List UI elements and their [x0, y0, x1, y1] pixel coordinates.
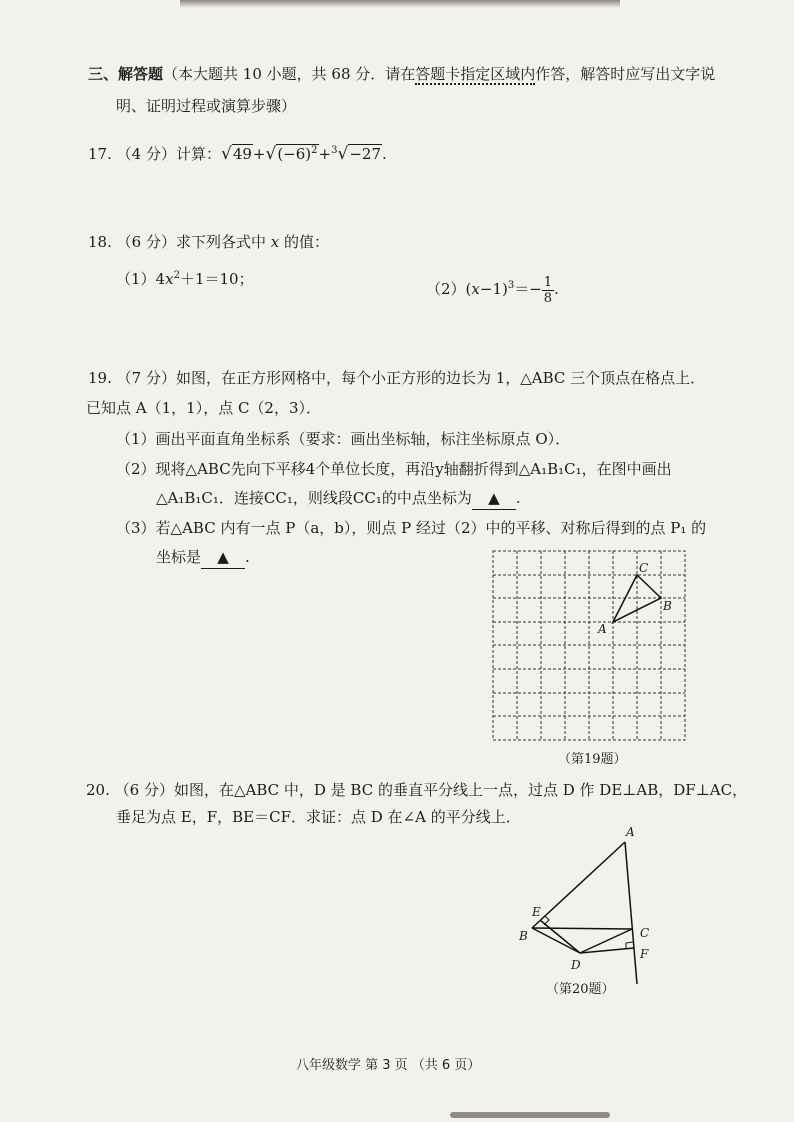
q20-label-b: B	[519, 929, 528, 943]
q19-grid-figure	[490, 548, 690, 744]
q20-triangle-figure	[505, 822, 665, 987]
side-ac-extended	[625, 842, 637, 984]
q20-label-a: A	[626, 825, 635, 839]
q18-p2-label: （2）	[426, 280, 466, 298]
section-title: 三、解答题	[88, 65, 164, 83]
q19-points: （7 分）	[116, 369, 176, 387]
fraction-denominator: 8	[543, 290, 553, 306]
side-bc	[532, 928, 632, 929]
q19-label-b: B	[663, 599, 672, 613]
q17-plus-2: +	[318, 145, 332, 163]
segment-de	[540, 920, 580, 953]
q20-figure-caption: （第20题）	[546, 982, 615, 997]
dashed-grid	[493, 551, 685, 740]
page-footer: 八年级数学 第 3 页 （共 6 页）	[296, 1058, 481, 1073]
q18-part-2	[426, 272, 559, 309]
q17-points: （4 分）	[116, 145, 176, 163]
sqrt-sign-2: √	[265, 144, 277, 164]
q19-answer-blank-2: ▲	[201, 546, 245, 569]
q17-root-index: 3	[331, 145, 338, 156]
q20-points: （6 分）	[114, 781, 174, 799]
q20-label-f: F	[640, 947, 649, 961]
q19-p2-text: △A₁B₁C₁．连接CC₁，则线段CC₁的中点坐标为	[156, 489, 472, 507]
q18-var: x	[270, 233, 280, 251]
q19-label-c: C	[639, 561, 649, 575]
q20-label-c: C	[640, 926, 650, 940]
q17-radicand-1: 49	[232, 145, 252, 163]
q19-line-1: 如图，在正方形网格中，每个小正方形的边长为 1，△ABC 三个顶点在格点上．	[175, 369, 706, 387]
scan-edge-top	[180, 0, 620, 8]
q19-p2-end: .	[515, 489, 521, 507]
q19-line-2: 已知点 A（1，1），点 C（2，3）．	[86, 399, 322, 417]
q19-p3-text: 坐标是	[156, 548, 202, 566]
q20-number: 20.	[86, 781, 110, 799]
right-angle-mark-e	[544, 916, 549, 925]
cbrt-sign: √	[337, 144, 349, 164]
sqrt-sign-1: √	[220, 144, 232, 164]
q18-p1-label: （1）	[116, 270, 156, 288]
q20-label-d: D	[571, 958, 581, 972]
q18-p1-rest: ＋1＝10；	[179, 270, 254, 288]
q18-text-b: 的值：	[284, 233, 330, 251]
q19-label-a: A	[598, 622, 607, 636]
q19-part-3-line-2	[156, 546, 250, 569]
fraction-numerator: 1	[543, 274, 553, 290]
section-desc-emph: 答题卡指定区域内	[415, 65, 536, 83]
q17-end: .	[381, 145, 387, 163]
q19-part-3-line-1: （3）若△ABC 内有一点 P（a，b），则点 P 经过（2）中的平移、对称后得到的点 P₁ 的	[116, 519, 707, 537]
segment-bd	[532, 928, 580, 953]
q17-radicand-2-exp: 2	[311, 145, 318, 156]
q17-radicand-2	[276, 144, 318, 163]
question-19	[88, 367, 705, 389]
q18-number: 18.	[88, 233, 112, 251]
q18-p2-open: (	[465, 280, 472, 298]
q19-p3-end: .	[245, 548, 250, 566]
section-desc-line2: 明、证明过程或演算步骤）	[116, 97, 297, 115]
q18-p1-exp: 2	[173, 270, 180, 281]
section-desc-1: （本大题共 10 小题，共 68 分．请在	[163, 65, 416, 83]
side-ab	[532, 842, 625, 928]
q19-part-2-line-2	[156, 487, 521, 510]
q18-p2-eq: ＝−	[514, 280, 542, 298]
q18-points: （6 分）	[116, 233, 176, 251]
q19-part-1: （1）画出平面直角坐标系（要求：画出坐标轴，标注坐标原点 O）．	[116, 430, 571, 448]
scan-edge-bottom	[450, 1112, 610, 1118]
q18-p2-end: .	[554, 280, 559, 298]
q17-radicand-2-base: (−6)	[277, 145, 312, 163]
q18-text-a: 求下列各式中	[175, 233, 266, 251]
q18-p1-x: x	[165, 270, 174, 288]
q20-line-2: 垂足为点 E，F，BE＝CF．求证：点 D 在∠A 的平分线上．	[116, 808, 521, 826]
question-18	[88, 231, 329, 253]
q18-p1-coef: 4	[155, 270, 166, 288]
q17-number: 17.	[88, 145, 112, 163]
q18-part-1	[116, 268, 254, 293]
q18-p2-fraction	[542, 275, 554, 306]
q19-part-2-line-1: （2）现将△ABC先向下平移4个单位长度，再沿y轴翻折得到△A₁B₁C₁，在图中画出	[116, 460, 672, 478]
question-17	[88, 143, 387, 168]
q17-radicand-3: −27	[349, 145, 381, 163]
q18-p2-exp: 3	[507, 280, 515, 291]
q18-p2-x: x	[471, 280, 480, 298]
question-20	[86, 779, 747, 801]
q19-answer-blank-1: ▲	[472, 487, 516, 510]
q19-figure-caption: （第19题）	[558, 752, 627, 767]
q19-number: 19.	[88, 369, 112, 387]
q17-plus-1: +	[252, 145, 266, 163]
q20-line-1: 如图，在△ABC 中，D 是 BC 的垂直平分线上一点，过点 D 作 DE⊥AB，DF⊥AC，	[173, 781, 748, 799]
section-header	[88, 63, 715, 85]
q17-lead: 计算：	[175, 145, 221, 163]
section-desc-2: 作答，解答时应写出文字说	[535, 65, 716, 83]
q20-label-e: E	[532, 905, 541, 919]
q18-p2-close: −1)	[479, 280, 508, 298]
